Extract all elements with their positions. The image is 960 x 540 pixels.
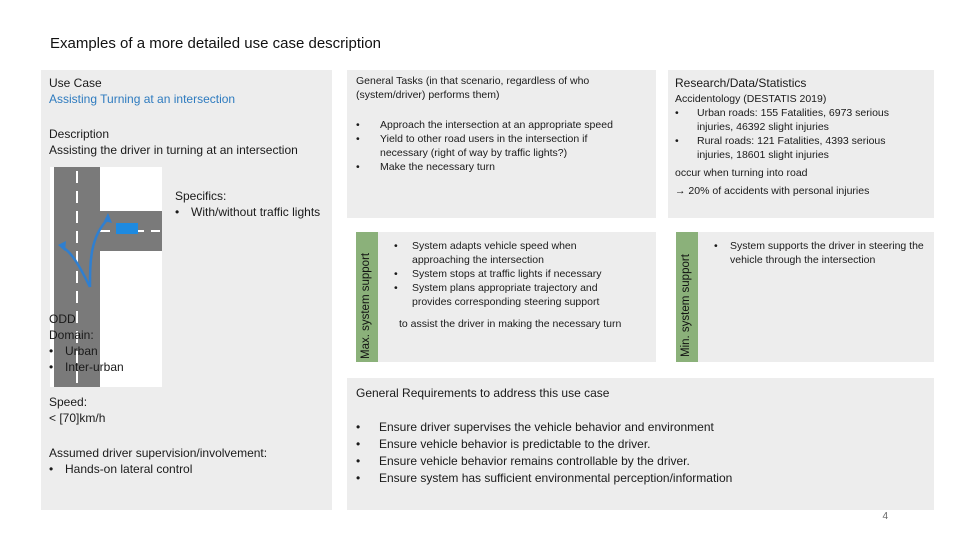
general-task-item: • Yield to other road users in the intersection if necessary (right of way by traffic lights?): [356, 132, 631, 160]
description-value: Assisting the driver in turning at an intersection: [49, 143, 298, 157]
speed-value: < [70]km/h: [49, 411, 106, 425]
research-heading: Research/Data/Statistics: [675, 76, 807, 90]
max-support-panel: [378, 232, 656, 362]
general-task-item: • Approach the intersection at an appropriate speed: [356, 118, 631, 132]
odd-list: [49, 343, 249, 375]
max-support-label: Max. system support: [360, 252, 372, 359]
requirement-item: • Ensure vehicle behavior remains controllable by the driver.: [356, 453, 916, 470]
max-support-item: • System plans appropriate trajectory and provides corresponding steering support: [394, 281, 634, 309]
max-support-item: • System stops at traffic lights if necessary: [394, 267, 634, 281]
odd-item: • Urban: [49, 343, 249, 359]
requirements-list: [356, 419, 916, 487]
requirement-item: • Ensure vehicle behavior is predictable to the driver.: [356, 436, 916, 453]
use-case-panel: [41, 70, 332, 510]
requirements-panel: [347, 378, 934, 510]
requirement-item: • Ensure system has sufficient environmental perception/information: [356, 470, 916, 487]
odd-domain-label: Domain:: [49, 328, 94, 342]
min-support-label: Min. system support: [680, 254, 692, 357]
page-title: Examples of a more detailed use case description: [50, 35, 382, 52]
research-list: [675, 106, 915, 162]
general-task-item: • Make the necessary turn: [356, 160, 631, 174]
specifics-label: Specifics:: [175, 189, 227, 203]
vehicle-icon: [116, 223, 138, 234]
speed-label: Speed:: [49, 395, 88, 409]
use-case-value: Assisting Turning at an intersection: [49, 92, 236, 106]
driver-item: • Hands-on lateral control: [49, 461, 309, 477]
use-case-label: Use Case: [49, 76, 102, 90]
research-conclusion: → 20% of accidents with personal injuries: [675, 185, 870, 197]
general-tasks-panel: [347, 70, 656, 218]
research-source: Accidentology (DESTATIS 2019): [675, 93, 827, 105]
min-support-item: • System supports the driver in steering the vehicle through the intersection: [714, 239, 924, 267]
odd-label: ODD: [49, 312, 76, 326]
max-support-list: [394, 239, 634, 309]
max-support-footer: to assist the driver in making the necessary turn: [399, 318, 622, 330]
driver-label: Assumed driver supervision/involvement:: [49, 446, 268, 460]
page-number: 4: [882, 511, 888, 522]
min-support-list: [714, 239, 924, 267]
research-panel: [668, 70, 934, 218]
max-support-item: • System adapts vehicle speed when approaching the intersection: [394, 239, 634, 267]
research-item: • Urban roads: 155 Fatalities, 6973 serious injuries, 46392 slight injuries: [675, 106, 915, 134]
specifics-list: [175, 204, 321, 220]
general-tasks-list: [356, 118, 631, 174]
odd-item: • Inter-urban: [49, 359, 249, 375]
research-item: • Rural roads: 121 Fatalities, 4393 serious injuries, 18601 slight injuries: [675, 134, 915, 162]
general-tasks-heading: General Tasks (in that scenario, regardless of who (system/driver) performs them): [356, 75, 590, 101]
requirements-heading: General Requirements to address this use case: [356, 386, 610, 400]
specifics-item: • With/without traffic lights: [175, 204, 321, 220]
requirement-item: • Ensure driver supervises the vehicle behavior and environment: [356, 419, 916, 436]
min-support-panel: [698, 232, 934, 362]
research-note: occur when turning into road: [675, 167, 808, 179]
driver-list: [49, 461, 309, 477]
description-label: Description: [49, 127, 110, 141]
